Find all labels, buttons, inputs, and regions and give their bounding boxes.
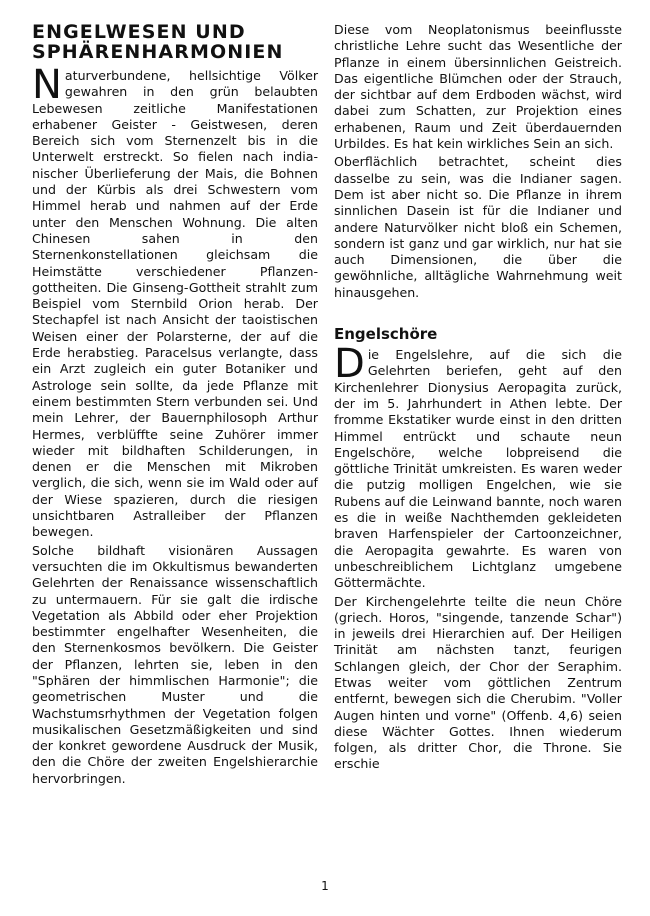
paragraph-engelslehre-text: ie Engelslehre, auf die sich die Gelehrten beriefen, geht auf den Kirchenlehrer Dionysius Aeropagita zurück, der im 5. Jahrhundert in Athen lebte. Der fromme Ekstatiker wurde einst in den dritten Himmel entrückt und schaute neun Engelschöre, welche lobpreisend die göttliche Trinität umkreisten. Es waren weder die putzig molligen Engelchen, wie sie Rubens auf die Leinwand bannte, noch waren es die in weiße Nachthemden gekleideten braven Harfenspieler der Cartoonzeichner, die Aeropagita gewahrte. Es waren von unbeschreiblichem Lichtglanz umgebene Göttermächte. <box>334 347 622 591</box>
title-line-1: ENGELWESEN UND <box>32 21 246 43</box>
drop-cap-d: D <box>334 341 365 388</box>
article-title <box>32 22 318 62</box>
paragraph-intro <box>32 62 318 541</box>
right-column <box>334 22 622 775</box>
paragraph-indianer: Oberflächlich betrachtet, scheint dies dasselbe zu sein, was die Indianer sagen. Dem ist aber nicht so. Die Pflanze in ihrem sinnlichen Dasein ist für die Indianer und andere Naturvölker nicht bloß ein Schemen, sondern ist ganz und gar wirklich, nur hat sie auch Dimensionen, die über die gewöhnliche, alltägliche Wahrnehmung weit hinausgehen. <box>334 154 622 300</box>
paragraph-intro-text: aturverbundene, hellsichtige Völker gewahren in den grün belaubten Lebewesen zeitliche Manifestationen erhabener Geister - Geistwesen, deren Bereich sich vom Sternenzelt bis in die Unterwelt erstreckt. So fielen nach indianischer Überlieferung der Mais, die Bohnen und der Kürbis als drei Schwestern vom Himmel herab und nahmen auf der Erde unter den Menschen Wohnung. Die alten Chinesen sahen in den Sternenkonstellationen gleichsam die Heimstätte verschiedener Pflanzengottheiten. Die Ginseng-Gottheit strahlt zum Beispiel vom Sternbild Orion herab. Der Stechapfel ist nach Ansicht der taoistischen Weisen einer der Polarsterne, der auf die Erde herabstieg. Paracelsus verlangte, dass ein Arzt zugleich ein guter Botaniker und Astrologe sein sollte, da jede Pflanze mit einem bestimmten Stern verbunden sei. Und mein Lehrer, der Bauernphilosoph Arthur Hermes, verblüffte seine Zuhörer immer wieder mit bildhaften Schilderungen, in denen er die Menschen mit Mikroben verglich, die sich, wenn sie im Wald oder auf der Wiese spazieren, durch die riesigen unsichtbaren Astralleiber der Pflanzen bewegen. <box>32 68 318 540</box>
page-number: 1 <box>321 879 329 893</box>
paragraph-choere: Der Kirchengelehrte teilte die neun Chöre (griech. Horos, "singende, tanzende Schar") in jeweils drei Hierarchien auf. Der Heiligen Trinität am nächsten tanzt, feurigen Schlangen gleich, der Chor der Seraphim. Etwas weiter vom göttlichen Zentrum entfernt, bewegen sich die Cherubim. "Voller Augen hinten und vorne" (Offenb. 4,6) seien diese Wächter Gottes. Ihnen wiederum folgen, als dritter Chor, die Throne. Sie erschie <box>334 593 622 772</box>
left-column <box>32 22 318 789</box>
paragraph-engelslehre <box>334 341 622 591</box>
paragraph-neoplatonism: Diese vom Neoplatonismus beeinflusste christliche Lehre sucht das Wesentliche der Pflanze in einem übersinnlichen Geistreich. Das eigentliche Blümchen oder der Strauch, der sichtbar auf dem Erdboden wächst, wird dabei zum Schatten, zur Projektion eines erhabenen, Raum und Zeit überdauernden Urbildes. Es hat kein wirkliches Sein an sich. <box>334 22 622 152</box>
title-line-2: SPHÄRENHARMONIEN <box>32 41 284 63</box>
drop-cap-n: N <box>32 62 62 108</box>
paragraph-renaissance: Solche bildhaft visionären Aussagen versuchten die im Okkultismus bewanderten Gelehrten der Renaissance wissenschaftlich zu untermauern. Für sie galt die irdische Vegetation als Abbild oder eher Projektion bestimmter engelhafter Wesenheiten, die den Sternenkosmos bevölkern. Die Geister der Pflanzen, lehrten sie, leben in den "Sphären der himmlischen Harmonie"; die geometrischen Muster und die Wachstumsrhythmen der Vegetation folgen musikalischen Gesetzmäßigkeiten und sind der konkret gewordene Ausdruck der Musik, den die Chöre der zweiten Engelshierarchie hervorbringen. <box>32 542 318 786</box>
section-heading-engelschoere: Engelschöre <box>334 325 438 344</box>
